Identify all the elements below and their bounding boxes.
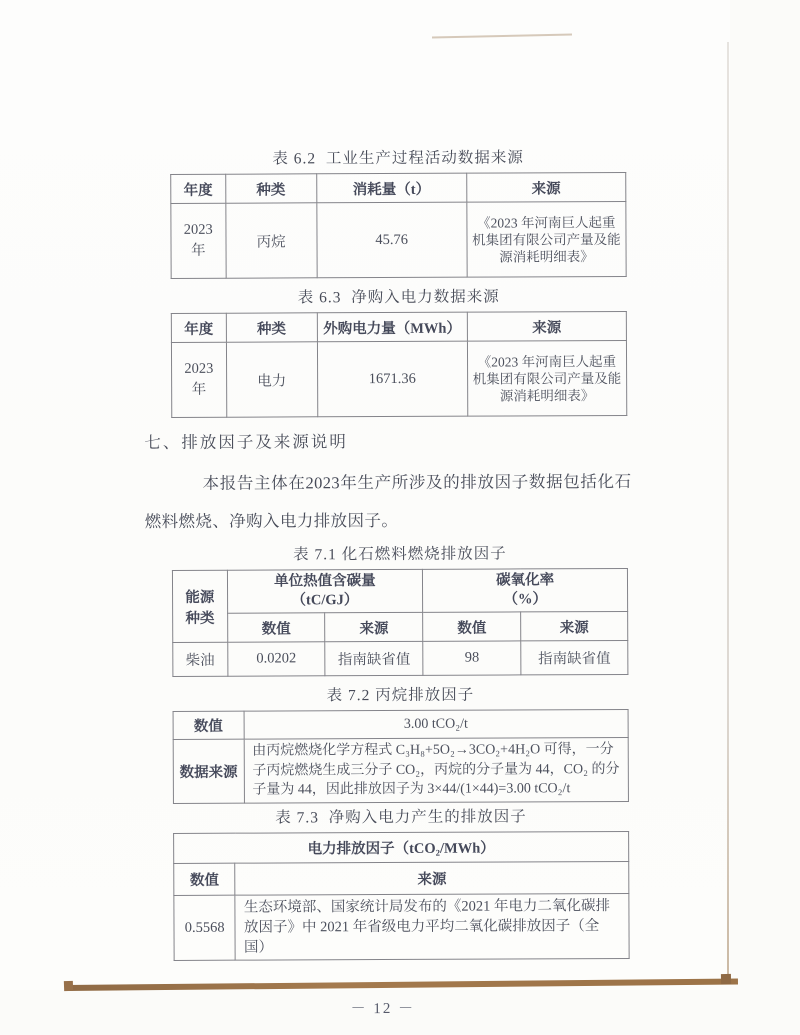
col-header-consumption: 消耗量（t） bbox=[316, 173, 466, 203]
cell-energy-type: 柴油 bbox=[173, 642, 228, 676]
cell-factor-source: 生态环境部、国家统计局发布的《2021 年电力二氧化碳排放因子》中 2021 年省级电力平均二氧化碳排放因子（全国） bbox=[235, 893, 629, 960]
table-7-3-caption: 表 7.3 净购入电力产生的排放因子 bbox=[275, 807, 527, 826]
table-row bbox=[171, 340, 626, 417]
cell-oxidation-value: 98 bbox=[423, 641, 521, 675]
group-header-carbon-content: 单位热值含碳量 （tC/GJ） bbox=[227, 569, 423, 613]
cell-year: 2023 年 bbox=[171, 203, 226, 278]
col-header-source: 来源 bbox=[521, 611, 628, 640]
header-electricity-emission-factor: 电力排放因子（tCO₂/MWh） bbox=[174, 831, 629, 863]
col-header-purchased-power: 外购电力量（MWh） bbox=[317, 312, 467, 342]
table-row bbox=[174, 893, 629, 960]
table-subheader-row bbox=[174, 861, 629, 895]
col-header-value: 数值 bbox=[423, 612, 521, 641]
paper-corner-edge bbox=[721, 974, 731, 984]
table-6-2-industrial-process-data-source bbox=[170, 172, 626, 279]
table-subheader-row bbox=[173, 611, 628, 642]
table-header-row bbox=[171, 311, 626, 342]
col-header-source: 来源 bbox=[466, 172, 625, 202]
col-header-year: 年度 bbox=[171, 313, 226, 342]
col-header-energy-type: 能源 种类 bbox=[172, 570, 227, 642]
col-header-value: 数值 bbox=[174, 863, 236, 895]
page-number: － 12 － bbox=[350, 1000, 416, 1017]
paper-right-edge bbox=[727, 42, 729, 980]
cell-emission-factor-value: 3.00 tCO₂/t bbox=[244, 709, 629, 739]
table-row bbox=[173, 709, 628, 739]
table-7-1-fossil-fuel-emission-factors bbox=[172, 568, 628, 677]
table-group-header-row bbox=[172, 568, 627, 613]
cell-type: 电力 bbox=[226, 342, 317, 417]
cell-data-source-explanation: 由丙烷燃烧化学方程式 C₃H₈+5O₂→3CO₂+4H₂O 可得，一分子丙烷燃烧生成三分子 CO₂，丙烷的分子量为 44，CO₂ 的分子量为 44，因此排放因子为 3×44/(1×44)=3.00 tCO₂/t bbox=[244, 737, 629, 802]
table-row bbox=[173, 737, 628, 802]
cell-consumption: 45.76 bbox=[316, 202, 466, 278]
table-row bbox=[171, 201, 626, 278]
cell-oxidation-source: 指南缺省值 bbox=[521, 640, 628, 674]
cell-source: 《2023 年河南巨人起重机集团有限公司产量及能源消耗明细表》 bbox=[467, 340, 627, 416]
table-row bbox=[173, 640, 628, 676]
col-header-source: 来源 bbox=[325, 612, 423, 641]
row-header-data-source: 数据来源 bbox=[173, 739, 244, 803]
cell-carbon-content-source: 指南缺省值 bbox=[325, 641, 423, 675]
table-7-1-caption: 表 7.1 化石燃料燃烧排放因子 bbox=[293, 545, 507, 564]
col-header-value: 数值 bbox=[227, 613, 325, 642]
cell-type: 丙烷 bbox=[225, 203, 316, 278]
cell-purchased-power: 1671.36 bbox=[317, 341, 467, 417]
table-6-3-purchased-electricity-data-source bbox=[171, 311, 627, 418]
paper-bottom-edge-nub bbox=[64, 981, 73, 991]
table-header-row bbox=[171, 172, 626, 203]
col-header-source: 来源 bbox=[235, 861, 629, 895]
col-header-type: 种类 bbox=[225, 174, 316, 203]
col-header-source: 来源 bbox=[467, 311, 626, 341]
cell-year: 2023 年 bbox=[171, 342, 226, 417]
cell-carbon-content-value: 0.0202 bbox=[227, 642, 325, 676]
table-title-row bbox=[174, 831, 629, 863]
table-7-3-electricity-emission-factor bbox=[173, 830, 630, 960]
cell-source: 《2023 年河南巨人起重机集团有限公司产量及能源消耗明细表》 bbox=[467, 201, 627, 277]
table-6-3-caption: 表 6.3 净购入电力数据来源 bbox=[297, 288, 500, 307]
section-7-heading: 七、排放因子及来源说明 bbox=[144, 432, 348, 453]
table-6-2-caption: 表 6.2 工业生产过程活动数据来源 bbox=[272, 149, 524, 168]
section-7-paragraph: 本报告主体在2023年生产所涉及的排放因子数据包括化石燃料燃烧、净购入电力排放因子。 bbox=[144, 471, 632, 532]
table-7-2-propane-emission-factor bbox=[173, 709, 629, 803]
table-7-2-caption: 表 7.2 丙烷排放因子 bbox=[326, 686, 475, 705]
col-header-year: 年度 bbox=[171, 174, 226, 203]
col-header-type: 种类 bbox=[226, 313, 317, 342]
group-header-oxidation-rate: 碳氧化率 （%） bbox=[423, 568, 628, 612]
document-content bbox=[143, 147, 634, 1019]
cell-factor-value: 0.5568 bbox=[174, 895, 236, 960]
row-header-value: 数值 bbox=[173, 711, 244, 739]
